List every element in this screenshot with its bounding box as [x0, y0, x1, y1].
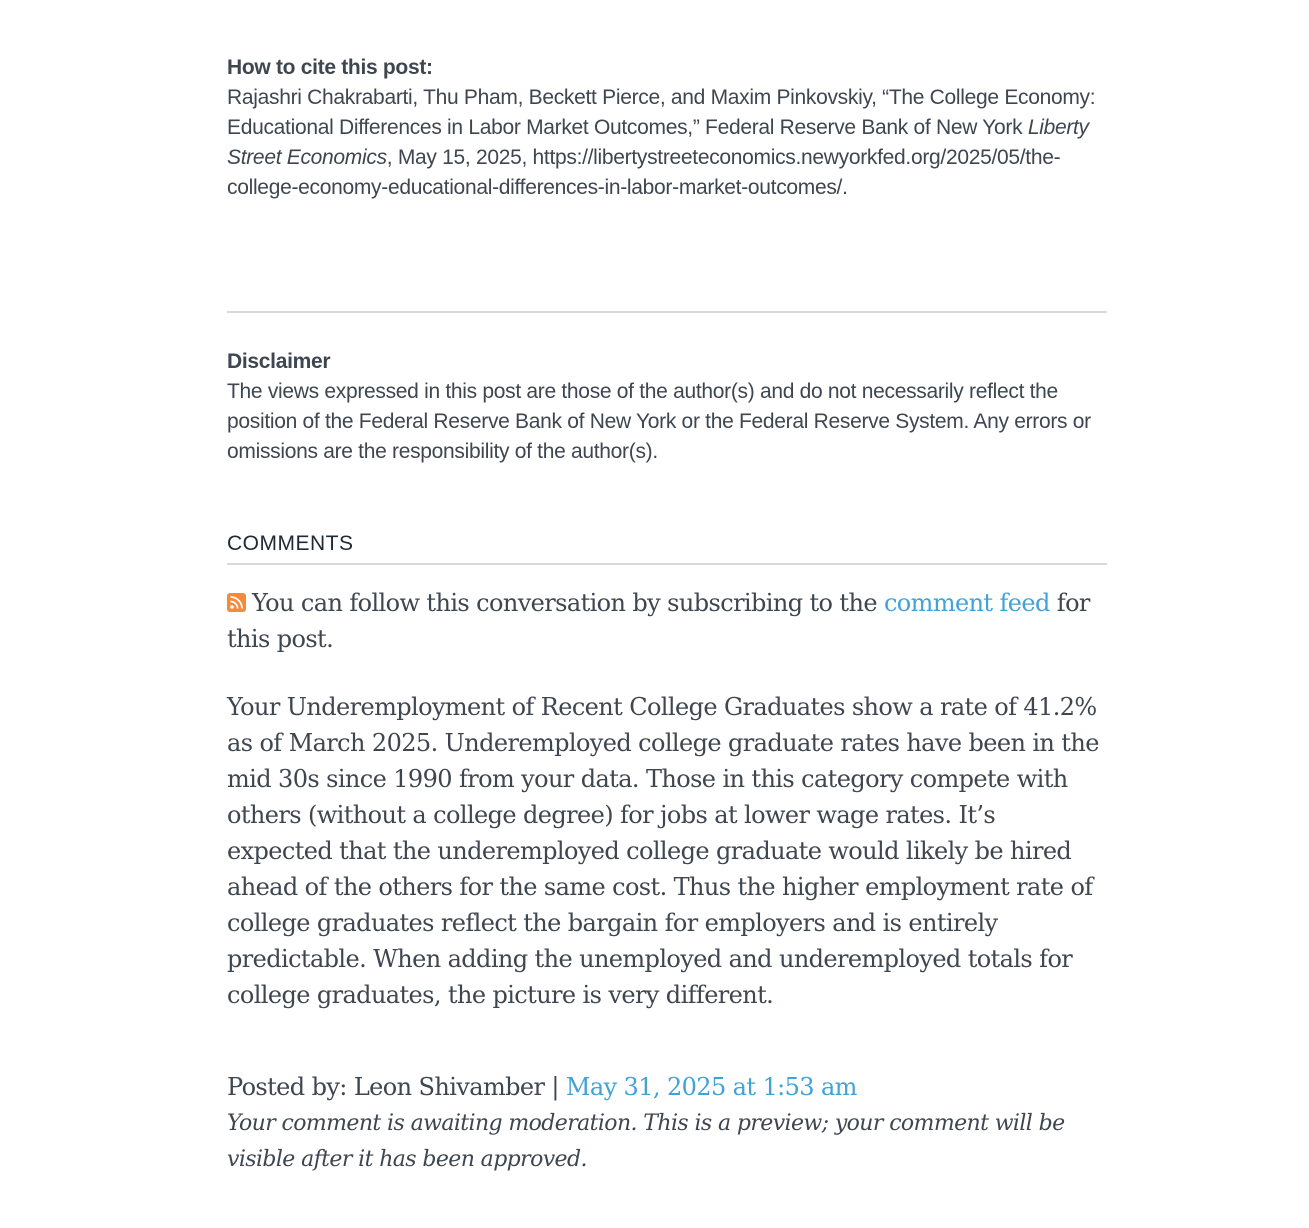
citation-heading: How to cite this post: — [227, 56, 433, 79]
comment-body: Your Underemployment of Recent College Graduates show a rate of 41.2% as of March 2025. Underemployed college graduate rates have been in the mid 30s since 1990 from your data. Those in this category compete with others (without a college degree) for jobs at lower wage rates. It’s expected that the underemployed college graduate would likely be hired ahead of the others for the same cost. Thus the higher employment rate of college graduates reflect the bargain for employers and is entirely predictable. When adding the unemployed and underemployed totals for college graduates, the picture is very different. — [227, 693, 1099, 1009]
comment-author: Leon Shivamber — [353, 1073, 545, 1101]
comments-heading: COMMENTS — [227, 532, 354, 555]
follow-text-before: You can follow this conversation by subscribing to the — [252, 589, 884, 617]
section-divider — [227, 311, 1107, 313]
citation-text-after: , May 15, 2025, https://libertystreeteconomics.newyorkfed.org/2025/05/the-college-economy-educational-differences-in-labor-market-outcomes/. — [227, 146, 1061, 199]
follow-text-after: for this post. — [227, 589, 1090, 653]
posted-by-label: Posted by: — [227, 1073, 354, 1101]
citation-section — [227, 53, 1107, 203]
disclaimer-heading: Disclaimer — [227, 350, 331, 373]
comments-divider — [227, 563, 1107, 565]
citation-publication: Liberty Street Economics — [227, 116, 1089, 169]
comment-feed-link[interactable]: comment feed — [883, 589, 1050, 617]
comment-feed-notice — [227, 585, 1107, 657]
citation-text-before: Rajashri Chakrabarti, Thu Pham, Beckett Pierce, and Maxim Pinkovskiy, “The College Economy: Educational Differences in Labor Market Outcomes,” Federal Reserve Bank of New York — [227, 86, 1096, 139]
disclaimer-section — [227, 347, 1107, 467]
rss-feed-icon[interactable] — [227, 593, 246, 612]
comment-meta — [227, 1069, 1107, 1105]
comment-permalink[interactable]: May 31, 2025 at 1:53 am — [565, 1073, 857, 1101]
citation-text — [227, 86, 1095, 199]
meta-separator: | — [544, 1073, 566, 1101]
moderation-notice: Your comment is awaiting moderation. This is a preview; your comment will be visible after it has been approved. — [227, 1111, 1065, 1172]
disclaimer-text: The views expressed in this post are those of the author(s) and do not necessarily reflect the position of the Federal Reserve Bank of New York or the Federal Reserve System. Any errors or omissions are the responsibility of the author(s). — [227, 380, 1091, 463]
